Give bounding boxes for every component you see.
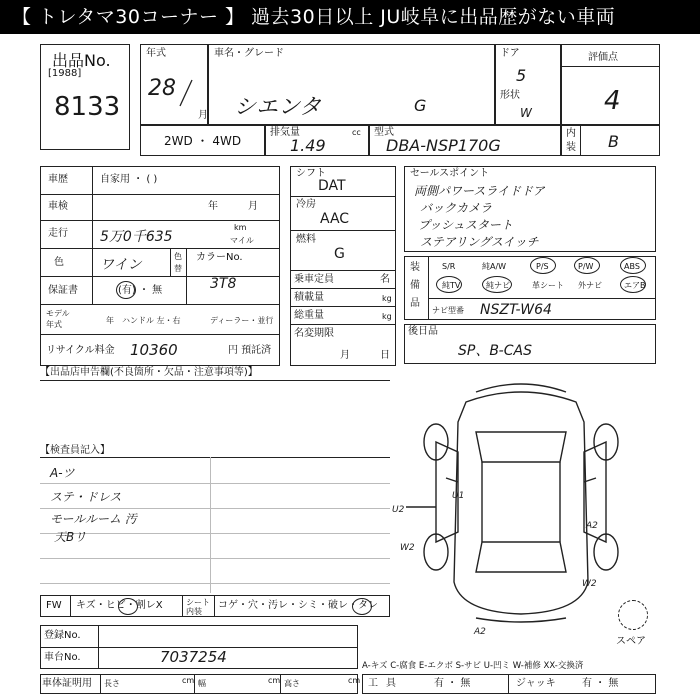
tool-value: 有 ・ 無 [434,678,471,689]
aftermarket-value: SP、B-CAS [458,343,532,359]
lot-sub-number: [1988] [48,68,82,79]
weight-label: 総重量 [294,310,324,321]
jack-value: 有 ・ 無 [582,678,619,689]
shape-value: W [520,106,532,120]
equip-airbag: エアB [624,281,646,290]
equipment-label-1: 装 [410,262,420,273]
history-table [40,166,280,366]
length-label: 長さ [104,679,120,688]
height-label: 高さ [284,679,300,688]
model-value: DBA-NSP170G [386,136,501,155]
navi-model-value: NSZT-W64 [480,302,552,318]
damage-mark-u1: U1 [452,491,465,501]
paint-label-1: 色 [174,252,182,261]
chassis-label: 車台No. [44,652,81,663]
equipment-label-2: 備 [410,280,420,291]
interior-label-1: 内 [566,128,576,139]
change-month: 月 [340,350,350,361]
spare-label: スペア [616,636,646,647]
sales-point-1: 両側パワースライドドア [414,184,545,198]
width-unit: cm [268,676,281,685]
title-banner: 【 トレタマ30コーナー 】 過去30日以上 JU岐阜に出品歴がない車両 [0,0,700,34]
displacement-label: 排気量 [270,127,300,138]
equip-tv: 純TV [442,281,461,290]
equip-alloy: 純A/W [482,262,507,271]
model-year-label-1: モデル [46,309,70,318]
equip-navi: 純ナビ [486,281,510,290]
history-label: 車歴 [48,174,68,185]
color-label: 色 [54,257,64,268]
history-value: 自家用 ・ ( ) [100,174,158,185]
model-year-unit: 年 [106,316,114,325]
drive-type: 2WD ・ 4WD [164,134,242,148]
inspection-year: 年 [208,201,218,212]
warranty-value: (有) ・ 無 [118,285,163,296]
equip-ext-navi: 外ナビ [578,281,602,290]
recycle-unit: 円 預託済 [228,345,272,356]
damage-legend: A-キズ C-腐食 E-エクボ S-サビ U-凹ミ W-補修 XX-交換済 [362,661,584,671]
sales-points-label: セールスポイント [410,168,490,179]
sales-point-4: ステアリングスイッチ [420,235,539,249]
declaration-label: 【出品店申告欄(不良箇所・欠品・注意事項等)】 [40,367,258,378]
recycle-label: リサイクル料金 [46,345,115,356]
tool-label: 工具 [368,678,404,689]
recycle-value: 10360 [130,341,178,359]
displacement-value: 1.49 [290,136,326,155]
inspector-note-3: モールルーム 汚 [50,512,137,526]
width-label: 幅 [198,679,206,688]
color-no-value: 3T8 [210,276,237,292]
warranty-circle [116,281,136,299]
seat-items: コゲ・穴・汚レ・シミ・破レ・タレ [218,600,378,611]
handle-text: ハンドル 左・右 [122,316,181,325]
fw-circle [118,598,138,615]
interior-label-2: 装 [566,142,576,153]
equip-circle-ps [530,257,556,274]
height-unit: cm [348,676,361,685]
fuel-value: G [334,246,345,262]
jack-label: ジャッキ [516,678,556,689]
month-unit: 月 [198,110,208,121]
spare-tire-icon [618,600,648,630]
sales-point-2: バックカメラ [420,201,493,215]
inspector-label: 【検査員記入】 [40,445,110,456]
year-label: 年式 [146,48,166,59]
lot-number-label: 出品No. [52,51,111,70]
inspector-note-4: 天Bリ [54,530,87,544]
equip-circle-abs [620,257,646,274]
shift-label: シフト [296,168,326,179]
seat-label: シート内装 [186,598,210,616]
fw-label: FW [46,600,62,611]
registration-label: 登録No. [44,630,81,641]
fuel-label: 燃料 [296,234,316,245]
door-label: ドア [500,48,520,59]
ac-value: AAC [320,211,350,227]
car-damage-diagram [392,382,636,637]
capacity-unit: 名 [380,274,390,285]
interior-value: B [608,132,619,151]
mileage-value: 5万0千635 [100,229,173,245]
weight-unit: kg [382,312,392,321]
equip-circle-navi [482,276,512,293]
year-value: 28 [148,76,176,101]
door-value: 5 [516,66,527,85]
equip-sr: S/R [442,262,456,271]
aftermarket-label: 後日品 [408,326,438,337]
displacement-unit: cc [352,128,361,137]
color-no-label: カラーNo. [196,252,243,263]
score-label: 評価点 [588,52,618,63]
model-label: 型式 [374,127,394,138]
chassis-value: 7037254 [160,648,227,666]
inspection-label: 車検 [48,201,68,212]
color-value: ワイン [100,257,142,273]
damage-mark-a2-bottom: A2 [474,627,486,637]
score-value: 4 [604,86,621,116]
model-year-label-2: 年式 [46,320,62,329]
inspector-note-2: ステ・ドレス [50,490,122,504]
lot-number-value: 8133 [54,92,121,122]
change-label: 名変期限 [294,328,334,339]
damage-mark-a2-right: A2 [586,521,598,531]
shift-value: DAT [318,178,346,194]
paint-label-2: 替 [174,264,182,273]
name-grade-label: 車名・グレード [214,48,284,59]
fw-items: キズ・ヒビ・割レX [76,600,163,611]
equip-leather: 革シート [532,281,564,290]
dealer-text: ディーラー・並行 [210,316,274,325]
change-day: 日 [380,350,390,361]
length-unit: cm [182,676,195,685]
equip-abs: ABS [624,262,640,271]
equip-circle-tv [436,276,462,293]
load-label: 積載量 [294,292,324,303]
equip-circle-pw [574,257,600,274]
grade-value: G [414,96,427,115]
warranty-label: 保証書 [48,285,78,296]
damage-mark-u2: U2 [392,505,405,515]
mileage-label: 走行 [48,228,68,239]
inspector-note-1: A-ツ [50,466,75,480]
car-name-value: シエンタ [234,95,322,120]
inspection-month: 月 [248,201,258,212]
damage-mark-w2-left: W2 [400,543,415,553]
ac-label: 冷房 [296,199,316,210]
mileage-unit-km: km [234,223,247,232]
seat-circle [352,598,372,615]
equip-circle-airbag [620,276,646,293]
mileage-unit-mile: マイル [230,236,254,245]
equip-pw: P/W [578,262,594,271]
shape-label: 形状 [500,90,520,101]
capacity-label: 乗車定員 [294,274,334,285]
certificate-label: 車体証明用 [42,678,92,689]
load-unit: kg [382,294,392,303]
sales-point-3: プッシュスタート [418,218,513,232]
equip-ps: P/S [536,262,549,271]
navi-model-label: ナビ型番 [432,306,464,315]
damage-mark-w2-right: W2 [582,579,597,589]
equipment-label-3: 品 [410,298,420,309]
